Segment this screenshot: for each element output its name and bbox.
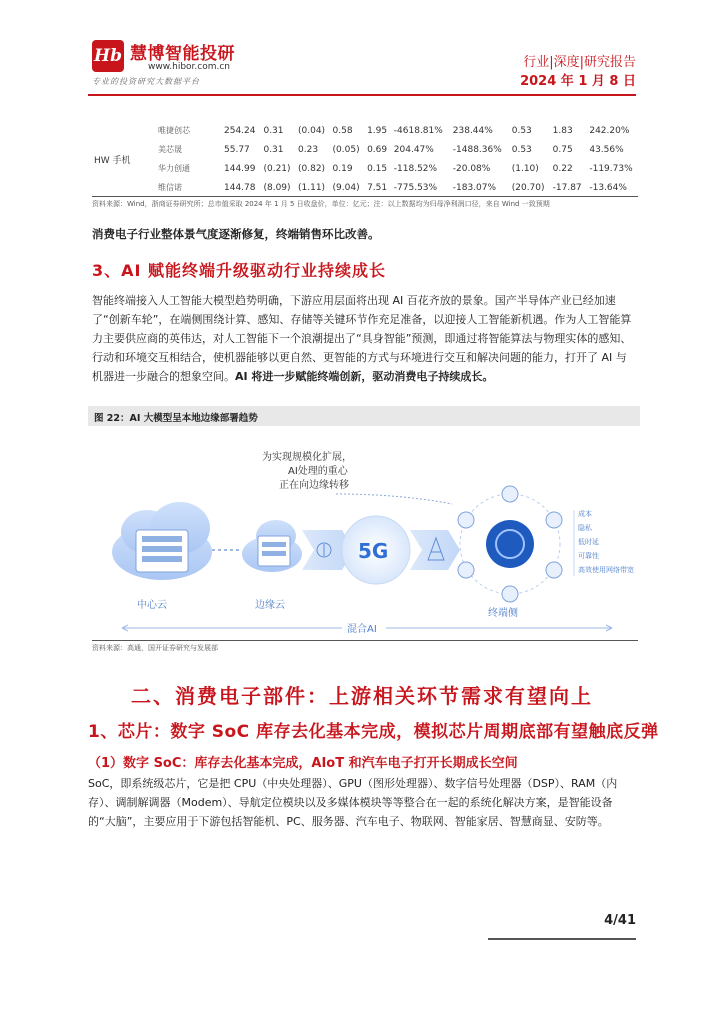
center-cloud-label: 中心云 [137, 600, 167, 611]
company-name: 华力创通 [158, 164, 190, 173]
table-cell: 0.22 [552, 163, 573, 174]
table-cell: -1488.36% [452, 144, 502, 155]
ai-brain-icon [486, 520, 534, 568]
header-divider [88, 94, 636, 96]
table-cell: 0.53 [511, 125, 532, 136]
chapter-2-title: 二、消费电子部件：上游相关环节需求有望向上 [131, 684, 593, 708]
section-3-title: 3、AI 赋能终端升级驱动行业持续成长 [92, 261, 387, 280]
table-cell: (0.21) [263, 163, 291, 174]
table-row [92, 159, 640, 178]
page-number: 4/41 [604, 913, 636, 928]
table-row [92, 121, 640, 140]
table-cell: 0.15 [367, 163, 388, 174]
table-cell: 0.69 [367, 144, 388, 155]
device-icon [502, 586, 518, 602]
figure-source-note: 资料来源：高通，国开证券研究与发展部 [92, 644, 218, 652]
table-row [92, 178, 640, 197]
section-1-title: 1、芯片：数字 SoC 库存去化基本完成，模拟芯片周期底部有望触底反弹 [88, 722, 659, 742]
table-cell: 55.77 [224, 144, 250, 155]
brand-logo: Hb [92, 40, 124, 72]
brand-slogan: 专业的投资研究大数据平台 [92, 77, 200, 86]
table-cell: 0.75 [552, 144, 573, 155]
device-icon [458, 562, 474, 578]
edge-cloud-label: 边缘云 [255, 600, 285, 611]
report-date: 2024 年 1 月 8 日 [520, 74, 636, 89]
table-cell: 0.53 [511, 144, 532, 155]
table-cell: 43.56% [589, 144, 624, 155]
table-cell: 0.31 [263, 144, 284, 155]
table-cell: -20.08% [452, 163, 491, 174]
table-cell: 254.24 [224, 125, 256, 136]
footer-divider [488, 938, 636, 940]
table-cell: 0.31 [263, 125, 284, 136]
table-cell: -183.07% [452, 182, 497, 193]
hybrid-ai-label: 混合AI [347, 624, 377, 635]
table-cell: 0.19 [332, 163, 353, 174]
table-cell: (8.09) [263, 182, 291, 193]
callout-connector [336, 494, 452, 504]
table-cell: (0.82) [298, 163, 326, 174]
paragraph-bold-text: AI 将进一步赋能终端创新，驱动消费电子持续成长。 [235, 370, 494, 383]
report-type: 行业|深度|研究报告 [523, 55, 636, 70]
callout-line-3: 正在向边缘转移 [279, 480, 349, 491]
company-name: 唯捷创芯 [158, 126, 190, 135]
table-cell: 1.95 [367, 125, 388, 136]
table-divider [92, 196, 638, 197]
device-icon [546, 562, 562, 578]
table-cell: 0.58 [332, 125, 353, 136]
benefit-item: 可靠性 [578, 552, 599, 560]
table-cell: (20.70) [511, 182, 545, 193]
table-cell: -775.53% [393, 182, 438, 193]
company-name: 美芯晟 [158, 145, 182, 154]
table-cell: (9.04) [332, 182, 360, 193]
paragraph-text: 智能终端接入人工智能大模型趋势明确，下游应用层面将出现 AI 百花齐放的景象。国产半导体产业已经加速了“创新车轮”，在端侧围绕计算、感知、存储等关键环节作充足准备，以迎接人工智能新机遇。作为人工智能算力主要供应商的英伟达，对人工智能下一个浪潮提出了“具身智能”预测，即通过将智能算法与物理实体的感知、行动和环境交互相结合，使机器能够以更自然、更智能的方式与环境进行交互和解决问题的能力，打开了 AI 与机器进一步融合的想象空间。 [92, 294, 632, 383]
edge-cloud-icon [242, 520, 302, 572]
brand-url[interactable]: www.hibor.com.cn [148, 62, 231, 72]
5g-label: 5G [358, 539, 389, 563]
callout-line-1: 为实现规模化扩展， [262, 452, 352, 463]
summary-text: 消费电子行业整体景气度逐渐修复，终端销售环比改善。 [92, 227, 380, 241]
figure-divider [92, 640, 638, 641]
table-cell: 7.51 [367, 182, 388, 193]
benefit-item: 高效使用网络带宽 [578, 566, 634, 574]
benefit-item: 成本 [578, 510, 592, 518]
table-cell: -118.52% [393, 163, 438, 174]
soc-paragraph: SoC，即系统级芯片，它是把 CPU（中央处理器）、GPU（图形处理器）、数字信号处理器（DSP）、RAM（内存）、调制解调器（Modem）、导航定位模块以及多媒体模块等等整合在一起的系统化解决方案，是智能设备的“大脑”，主要应用于下游包括智能机、PC、服务器、汽车电子、物联网、智能家居、智慧商显、安防等。 [88, 777, 618, 828]
device-icon [502, 486, 518, 502]
brand-name: 慧博智能投研 [130, 44, 235, 64]
table-cell: 144.99 [224, 163, 256, 174]
table-cell: -13.64% [589, 182, 627, 193]
table-cell: 242.20% [589, 125, 630, 136]
figure-caption: 图 22：AI 大模型呈本地边缘部署趋势 [94, 413, 258, 424]
benefit-item: 低时延 [578, 538, 599, 546]
table-cell: 204.47% [393, 144, 434, 155]
table-cell: -119.73% [589, 163, 633, 174]
edge-side-label: 终端侧 [488, 608, 518, 619]
table-row [92, 140, 640, 159]
table-cell: 144.78 [224, 182, 256, 193]
device-icon [546, 512, 562, 528]
benefit-item: 隐私 [578, 524, 592, 532]
table-cell: (0.05) [332, 144, 360, 155]
table-source-note: 资料来源：Wind，浙商证券研究所；总市值采取 2024 年 1 月 5 日收盘价，单位：亿元；注：以上数据均为归母净利润口径，来自 Wind 一致预期 [92, 200, 550, 208]
company-name: 维信诺 [158, 183, 182, 192]
subsection-1-title: （1）数字 SoC：库存去化基本完成，AIoT 和汽车电子打开长期成长空间 [88, 756, 518, 771]
stock-table [92, 121, 640, 197]
table-cell: 1.83 [552, 125, 573, 136]
table-group-label: HW 手机 [94, 155, 131, 166]
hybrid-ai-diagram [92, 432, 636, 640]
callout-line-2: AI处理的重心 [288, 466, 348, 477]
table-cell: -4618.81% [393, 125, 443, 136]
table-cell: 0.23 [298, 144, 319, 155]
device-icon [458, 512, 474, 528]
table-cell: (1.11) [298, 182, 326, 193]
section-3-paragraph [92, 291, 636, 386]
table-cell: (0.04) [298, 125, 326, 136]
table-cell: -17.87 [552, 182, 582, 193]
table-cell: 238.44% [452, 125, 493, 136]
table-cell: (1.10) [511, 163, 539, 174]
center-cloud-icon [112, 502, 212, 580]
